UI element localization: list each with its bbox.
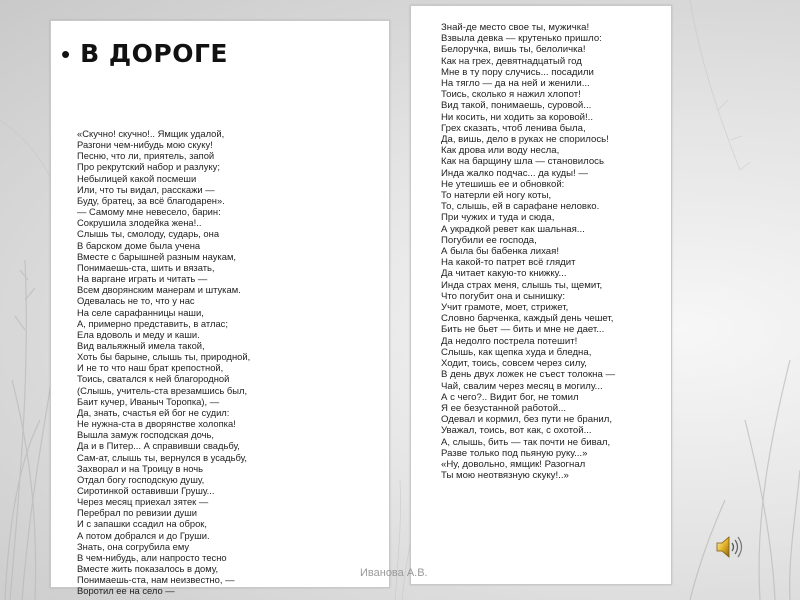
speaker-sound-icon[interactable]	[714, 532, 744, 562]
poem-text-left: «Скучно! скучно!.. Ямщик удалой, Разгони чем-нибудь мою скуку! Песню, что ли, приятель, запой Про рекрутский набор и разлуку; Небылицей какой посмеши Или, что ты видал, расскажи — Буду, братец, за всё благодарен». — Самому мне невесело, барин: Сокрушила злодейка жена!.. Слышь ты, смолоду, сударь, она В барском доме была учена Вместе с барышней разным наукам, Понимаешь-ста, шить и вязать, На варгане играть и читать — Всем дворянским манерам и штукам. Одевалась не то, что у нас На селе сарафанницы наши, А, примерно представить, в атлас; Ела вдоволь и меду и каши. Вид вальяжный имела такой, Хоть бы барыне, слышь ты, природной, И не то что наш брат крепостной, Тоись, сватался к ней благородной (Слышь, учитель-ста врезамшись был, Баит кучер, Иваныч Торопка), — Да, знать, счастья ей бог не судил: Не нужна-ста в дворянстве холопка! Вышла замуж господская дочь, Да и в Питер... А справивши свадьбу, Сам-ат, слышь ты, вернулся в усадьбу, Захворал и на Троицу в ночь Отдал богу господскую душу, Сиротинкой оставивши Грушу... Через месяц приехал зятек — Перебрал по ревизии души И с запашки ссадил на оброк, А потом добрался и до Груши. Знать, она согрубила ему В чем-нибудь, али напросто тесно Вместе жить показалось в дому, Понимаешь-ста, нам неизвестно, — Воротил ее на село —	[77, 128, 251, 597]
title-row	[61, 39, 228, 68]
left-text-panel	[50, 20, 390, 597]
author-footer: Иванова А.В.	[360, 567, 428, 579]
right-text-panel	[410, 5, 672, 585]
title-bullet: •	[61, 38, 71, 69]
poem-text-right: Знай-де место свое ты, мужичка! Взвыла девка — крутенько пришло: Белоручка, вишь ты, белоличка! Как на грех, девятнадцатый год Мне в ту пору случись... посадили На тягло — да на ней и женили... Тоись, сколько я нажил хлопот! Вид такой, понимаешь, суровой... Ни косить, ни ходить за коровой!.. Грех сказать, чтоб ленива была, Да, вишь, дело в руках не спорилось! Как дрова или воду несла, Как на барщину шла — становилось Инда жалко подчас... да куды! — Не утешишь ее и обновкой: То натерли ей ногу коты, То, слышь, ей в сарафане неловко. При чужих и туда и сюда, А украдкой ревет как шальная... Погубили ее господа, А была бы бабенка лихая! На какой-то патрет всё глядит Да читает какую-то книжку... Инда страх меня, слышь ты, щемит, Что погубит она и сынишку: Учит грамоте, моет, стрижет, Словно барченка, каждый день чешет, Бить не бьет — бить и мне не дает... Да недолго пострела потешит! Слышь, как щепка худа и бледна, Ходит, тоись, совсем через силу, В день двух ложек не съест толокна — Чай, свалим через месяц в могилу... А с чего?.. Видит бог, не томил Я ее безустанной работой... Одевал и кормил, без пути не бранил, Уважал, тоись, вот как, с охотой... А, слышь, бить — так почти не бивал, Разве только под пьяную руку...» «Ну, довольно, ямщик! Разогнал Ты мою неотвязную скуку!..»	[441, 22, 616, 482]
slide-title: В ДОРОГЕ	[80, 39, 228, 68]
